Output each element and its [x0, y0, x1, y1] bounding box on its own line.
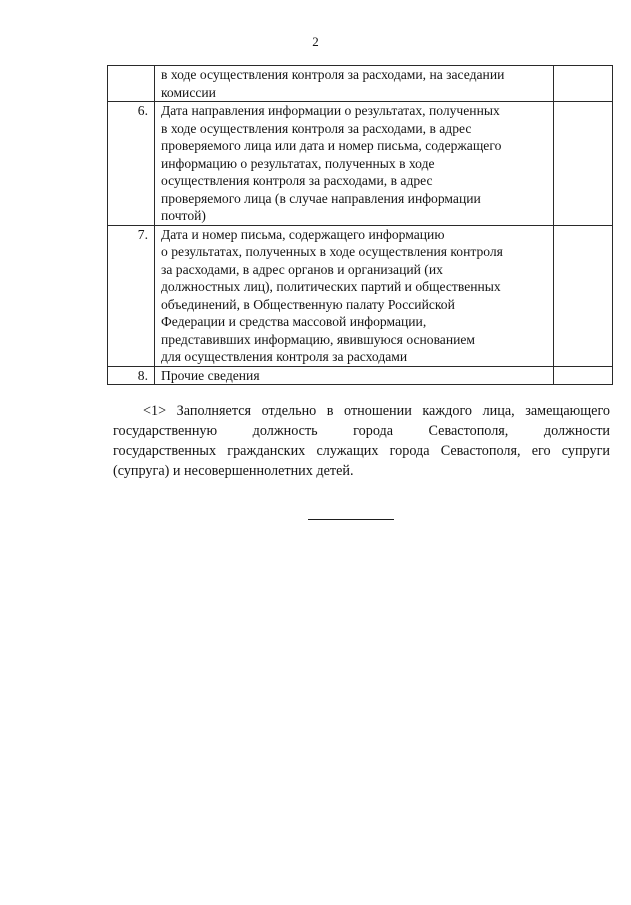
- row-number-cell: [108, 66, 155, 102]
- description-line: проверяемого лица (в случае направления информации: [161, 190, 481, 206]
- row-value-cell: [554, 66, 613, 102]
- row-number-cell: 8.: [108, 366, 155, 385]
- description-line: в ходе осуществления контроля за расходами, в адрес: [161, 120, 472, 136]
- description-line: за расходами, в адрес органов и организаций (их: [161, 261, 443, 277]
- table-row: [108, 366, 613, 385]
- footnote-line: государственных гражданских служащих города Севастополя, его супруги: [113, 443, 610, 459]
- description-line: Федерации и средства массовой информации,: [161, 314, 427, 329]
- footnote-line: <1> Заполняется отдельно в отношении каждого лица, замещающего: [143, 403, 610, 419]
- description-line: комиссии: [161, 84, 216, 100]
- description-line: для осуществления контроля за расходами: [161, 349, 408, 364]
- end-of-document-rule: [308, 519, 394, 520]
- row-description-cell: [155, 66, 554, 102]
- description-line: Дата и номер письма, содержащего информацию: [161, 226, 445, 242]
- description-line: должностных лиц), политических партий и общественных: [161, 279, 501, 294]
- description-line: информацию о результатах, полученных в ходе: [161, 155, 435, 171]
- footnote: [113, 401, 610, 481]
- description-line: объединений, в Общественную палату Российской: [161, 296, 455, 312]
- description-line: Дата направления информации о результатах, полученных: [161, 103, 500, 118]
- description-line: представивших информацию, явившуюся основанием: [161, 331, 476, 347]
- table-row: [108, 102, 613, 226]
- footnote-line: государственную должность города Севастополя, должности: [113, 423, 610, 439]
- row-description-cell: [155, 102, 554, 226]
- row-number-cell: 6.: [108, 102, 155, 226]
- row-value-cell: [554, 366, 613, 385]
- row-value-cell: [554, 102, 613, 226]
- description-line: проверяемого лица или дата и номер письма, содержащего: [161, 138, 502, 153]
- row-number-cell: 7.: [108, 225, 155, 366]
- page-number: 2: [312, 34, 319, 49]
- row-description-cell: [155, 366, 554, 385]
- description-line: осуществления контроля за расходами, в адрес: [161, 173, 433, 188]
- description-line: о результатах, полученных в ходе осуществления контроля: [161, 244, 503, 259]
- description-line: почтой): [161, 208, 206, 223]
- report-table: [107, 65, 613, 385]
- table-row: [108, 225, 613, 366]
- description-line: в ходе осуществления контроля за расходами, на заседании: [161, 67, 505, 82]
- table-row: [108, 66, 613, 102]
- footnote-line: (супруга) и несовершеннолетних детей.: [113, 463, 354, 479]
- description-line: Прочие сведения: [161, 367, 260, 383]
- row-value-cell: [554, 225, 613, 366]
- row-description-cell: [155, 225, 554, 366]
